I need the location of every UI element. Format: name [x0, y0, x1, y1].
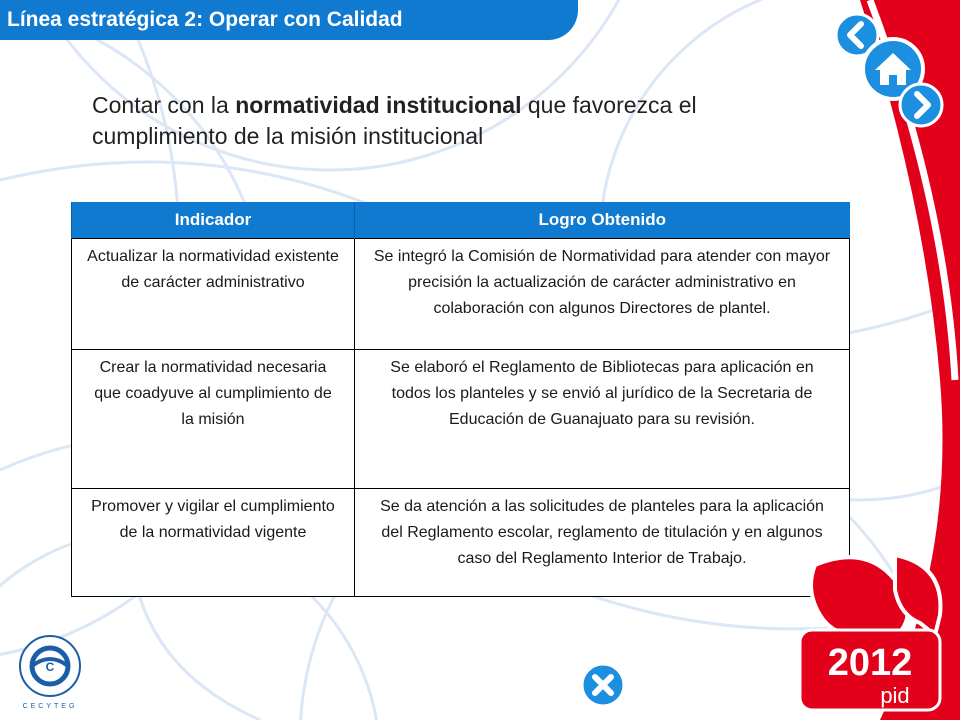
cell-indicador: Promover y vigilar el cumplimiento de la normatividad vigente [72, 489, 355, 597]
cell-indicador: Actualizar la normatividad existente de carácter administrativo [72, 239, 355, 350]
svg-text:CECYTEG: CECYTEG [22, 703, 78, 710]
cell-indicador: Crear la normatividad necesaria que coadyuve al cumplimiento de la misión [72, 350, 355, 489]
heading-suffix: que favorezca el cumplimiento de la misión institucional [92, 92, 697, 149]
indicators-table [71, 202, 850, 597]
page-title: Línea estratégica 2: Operar con Calidad [7, 8, 403, 31]
table-header-row [72, 202, 850, 239]
svg-text:C: C [45, 660, 55, 674]
svg-text:pid: pid [880, 683, 910, 708]
table-row [72, 350, 850, 489]
heading-prefix: Contar con la [92, 92, 236, 118]
chevron-right-icon [898, 82, 944, 128]
section-heading [92, 90, 812, 152]
table-row [72, 489, 850, 597]
heading-bold: normatividad institucional [235, 92, 522, 118]
close-icon [580, 662, 626, 708]
table-row [72, 239, 850, 350]
close-button[interactable] [580, 662, 626, 708]
cell-logro: Se da atención a las solicitudes de planteles para la aplicación del Reglamento escolar, reglamento de titulación y en algunos caso del Reglamento Interior de Trabajo. [355, 489, 850, 597]
header-logro: Logro Obtenido [355, 202, 850, 239]
header-indicador: Indicador [72, 202, 355, 239]
cell-logro: Se integró la Comisión de Normatividad para atender con mayor precisión la actualización de carácter administrativo en colaboración con algunos Directores de plantel. [355, 239, 850, 350]
cell-logro: Se elaboró el Reglamento de Bibliotecas para aplicación en todos los planteles y se envió al jurídico de la Secretaria de Educación de Guanajuato para su revisión. [355, 350, 850, 489]
forward-button[interactable] [898, 82, 944, 128]
title-bar [0, 0, 578, 40]
cecyteg-logo [12, 630, 88, 712]
svg-text:2012: 2012 [827, 642, 913, 684]
pid-2012-badge [795, 545, 945, 715]
